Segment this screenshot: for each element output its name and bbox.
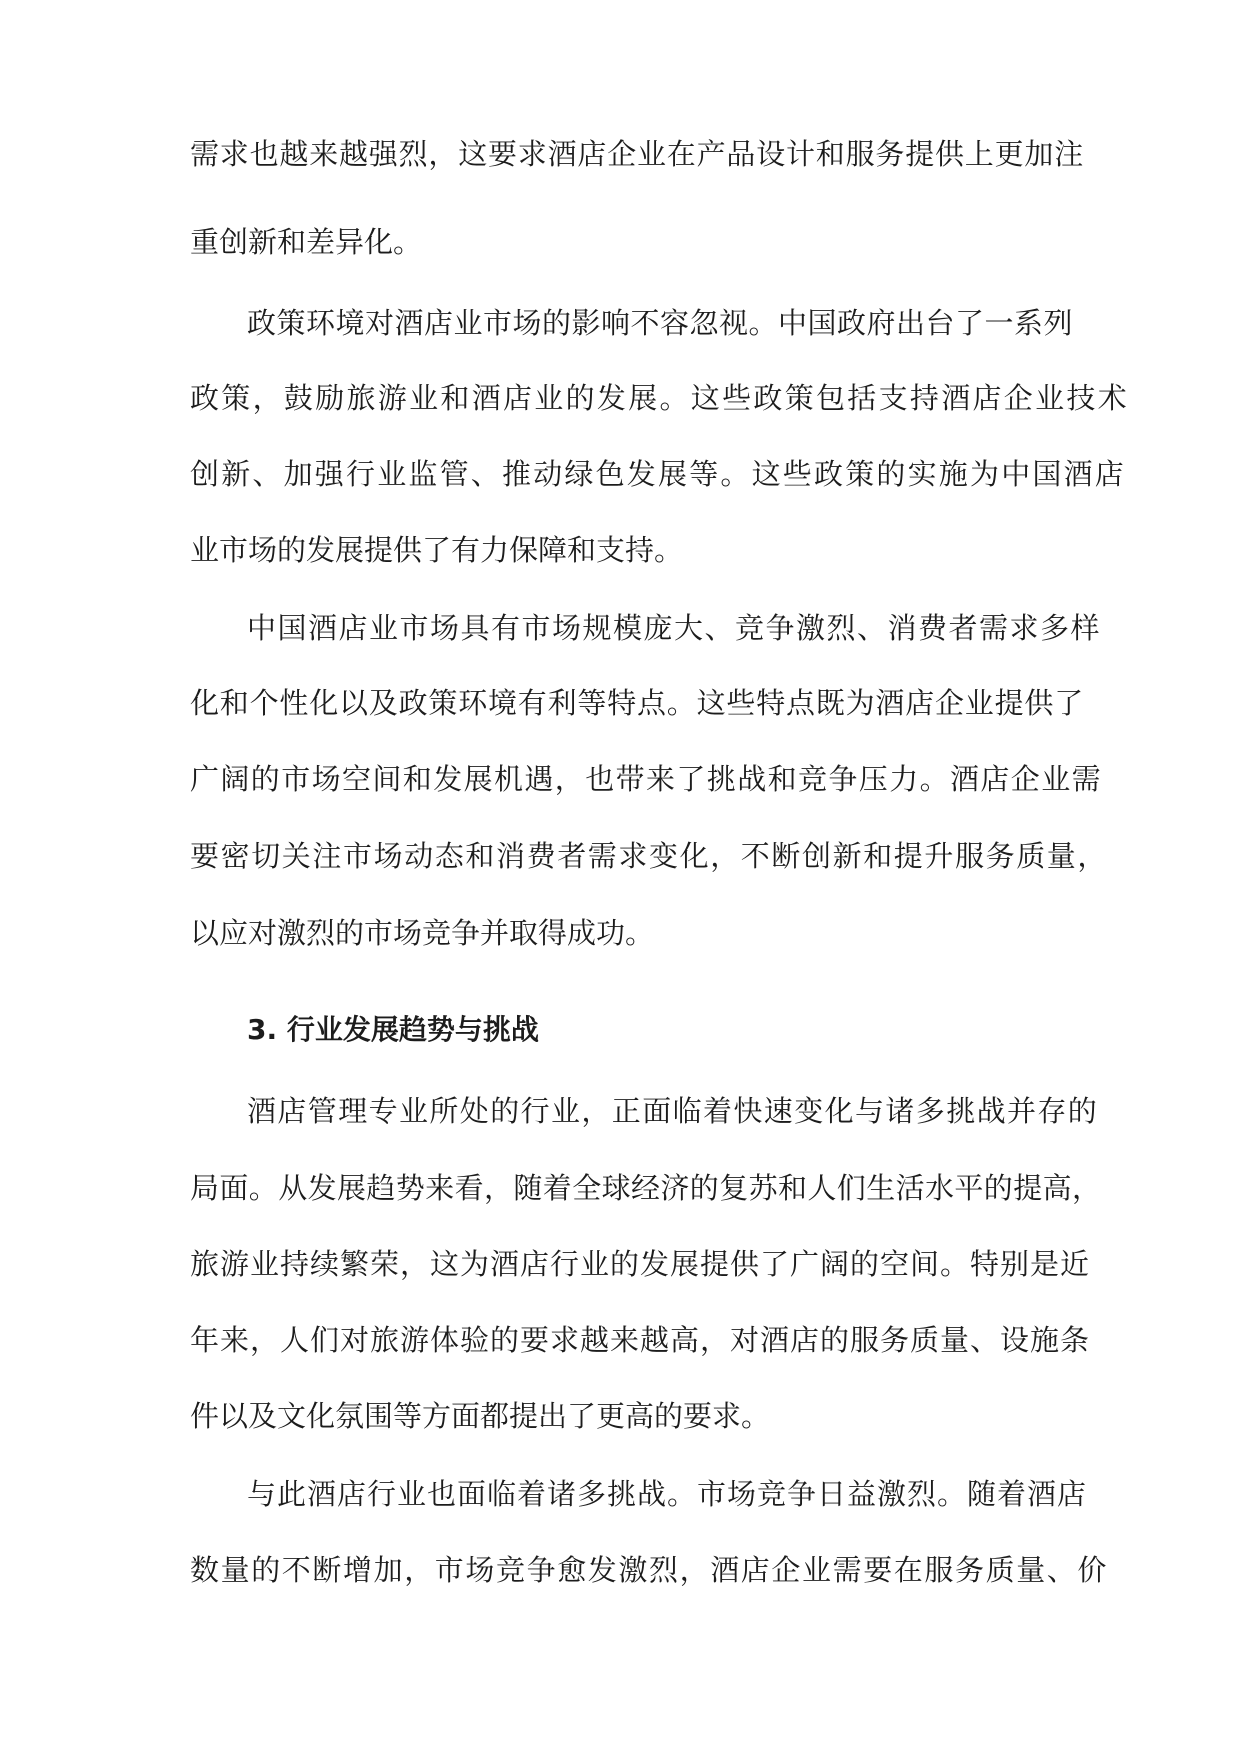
paragraph-line: 重创新和差异化。 [190, 225, 423, 259]
paragraph-line: 创新、加强行业监管、推动绿色发展等。这些政策的实施为中国酒店 [190, 457, 1127, 491]
paragraph-line: 政策，鼓励旅游业和酒店业的发展。这些政策包括支持酒店企业技术 [190, 381, 1130, 415]
paragraph-line: 化和个性化以及政策环境有利等特点。这些特点既为酒店企业提供了 [190, 686, 1085, 720]
section-heading: 3. 行业发展趋势与挑战 [247, 1013, 539, 1046]
paragraph-line: 业市场的发展提供了有力保障和支持。 [190, 533, 684, 567]
paragraph-line: 需求也越来越强烈，这要求酒店企业在产品设计和服务提供上更加注 [190, 137, 1085, 171]
paragraph-line: 件以及文化氛围等方面都提出了更高的要求。 [190, 1399, 771, 1433]
paragraph-line: 中国酒店业市场具有市场规模庞大、竞争激烈、消费者需求多样 [247, 611, 1102, 645]
paragraph-line: 广阔的市场空间和发展机遇，也带来了挑战和竞争压力。酒店企业需 [190, 762, 1103, 796]
paragraph-line: 以应对激烈的市场竞争并取得成功。 [190, 916, 655, 950]
paragraph-line: 旅游业持续繁荣，这为酒店行业的发展提供了广阔的空间。特别是近 [190, 1247, 1091, 1281]
paragraph-line: 局面。从发展趋势来看，随着全球经济的复苏和人们生活水平的提高， [190, 1171, 1102, 1205]
paragraph-line: 政策环境对酒店业市场的影响不容忽视。中国政府出台了一系列 [247, 306, 1074, 340]
paragraph-line: 数量的不断增加，市场竞争愈发激烈，酒店企业需要在服务质量、价 [190, 1553, 1109, 1587]
paragraph-line: 与此酒店行业也面临着诸多挑战。市场竞争日益激烈。随着酒店 [247, 1477, 1088, 1511]
paragraph-line: 酒店管理专业所处的行业，正面临着快速变化与诸多挑战并存的 [247, 1094, 1099, 1128]
paragraph-line: 要密切关注市场动态和消费者需求变化，不断创新和提升服务质量， [190, 839, 1109, 873]
paragraph-line: 年来，人们对旅游体验的要求越来越高，对酒店的服务质量、设施条 [190, 1323, 1091, 1357]
